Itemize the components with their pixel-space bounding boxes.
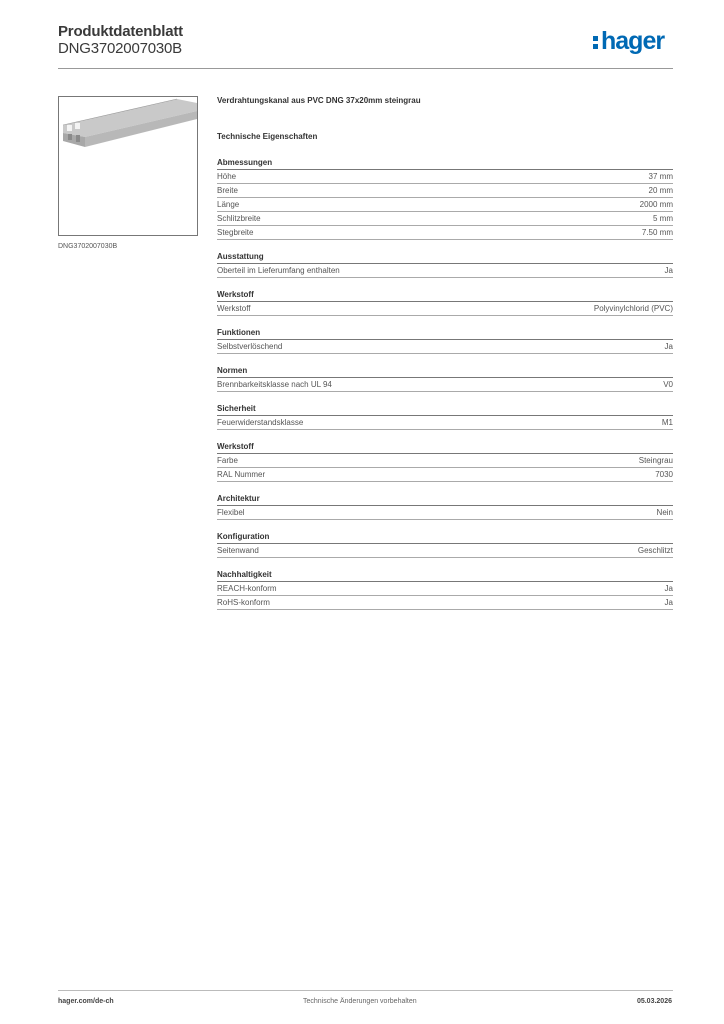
- section-title: Ausstattung: [217, 252, 673, 264]
- spec-value: 7030: [655, 470, 673, 479]
- footer-divider: [58, 990, 673, 991]
- spec-value: 7.50 mm: [641, 228, 673, 237]
- document-title: Produktdatenblatt: [58, 23, 183, 40]
- section-title: Konfiguration: [217, 532, 673, 544]
- spec-label: Seitenwand: [217, 546, 259, 555]
- spec-section: [217, 442, 673, 482]
- spec-label: Selbstverlöschend: [217, 342, 283, 351]
- spec-label: Feuerwiderstandsklasse: [217, 418, 304, 427]
- spec-row: [217, 416, 673, 430]
- spec-value: 2000 mm: [639, 200, 673, 209]
- spec-row: [217, 454, 673, 468]
- spec-row: [217, 340, 673, 354]
- spec-label: RoHS-konform: [217, 598, 270, 607]
- spec-row: [217, 596, 673, 610]
- section-title: Funktionen: [217, 328, 673, 340]
- spec-value: M1: [661, 418, 673, 427]
- spec-row: [217, 468, 673, 482]
- spec-label: REACH-konform: [217, 584, 277, 593]
- header-divider: [58, 68, 673, 69]
- spec-label: Höhe: [217, 172, 237, 181]
- section-title: Sicherheit: [217, 404, 673, 416]
- spec-section: [217, 366, 673, 392]
- spec-value: Ja: [664, 584, 673, 593]
- section-title: Werkstoff: [217, 442, 673, 454]
- spec-section: [217, 404, 673, 430]
- product-name: Verdrahtungskanal aus PVC DNG 37x20mm steingrau: [217, 96, 421, 105]
- spec-label: Breite: [217, 186, 238, 195]
- spec-row: [217, 226, 673, 240]
- logo-colon-mark: [593, 31, 600, 49]
- spec-section: [217, 570, 673, 610]
- spec-row: [217, 302, 673, 316]
- spec-value: Ja: [664, 598, 673, 607]
- spec-label: RAL Nummer: [217, 470, 266, 479]
- spec-section: [217, 494, 673, 520]
- spec-label: Schlitzbreite: [217, 214, 261, 223]
- spec-value: 37 mm: [648, 172, 673, 181]
- spec-row: [217, 544, 673, 558]
- specification-area: [217, 96, 673, 610]
- spec-row: [217, 212, 673, 226]
- spec-value: 5 mm: [653, 214, 673, 223]
- spec-row: [217, 184, 673, 198]
- section-title: Abmessungen: [217, 158, 673, 170]
- footer-date: 05.03.2026: [636, 998, 672, 1005]
- spec-value: Nein: [656, 508, 673, 517]
- spec-label: Werkstoff: [217, 304, 251, 313]
- spec-label: Oberteil im Lieferumfang enthalten: [217, 266, 340, 275]
- spec-row: [217, 198, 673, 212]
- spec-value: Ja: [664, 266, 673, 275]
- article-number: DNG3702007030B: [58, 40, 182, 57]
- hager-logo: [593, 27, 664, 56]
- spec-row: [217, 170, 673, 184]
- section-title: Architektur: [217, 494, 673, 506]
- cable-duct-illustration: [59, 97, 197, 235]
- spec-value: Polyvinylchlorid (PVC): [593, 304, 673, 313]
- spec-sections: [217, 158, 673, 610]
- technical-properties-heading: Technische Eigenschaften: [217, 132, 318, 141]
- section-title: Werkstoff: [217, 290, 673, 302]
- spec-section: [217, 532, 673, 558]
- spec-section: [217, 252, 673, 278]
- spec-value: Geschlitzt: [637, 546, 673, 555]
- spec-section: [217, 290, 673, 316]
- footer-website: hager.com/de-ch: [58, 998, 114, 1005]
- spec-label: Länge: [217, 200, 240, 209]
- spec-label: Flexibel: [217, 508, 245, 517]
- spec-label: Stegbreite: [217, 228, 254, 237]
- image-caption: DNG3702007030B: [58, 243, 118, 250]
- spec-section: [217, 158, 673, 240]
- spec-label: Farbe: [217, 456, 238, 465]
- logo-text: hager: [601, 27, 665, 55]
- spec-row: [217, 506, 673, 520]
- section-title: Normen: [217, 366, 673, 378]
- spec-row: [217, 378, 673, 392]
- product-image: [58, 96, 198, 236]
- spec-value: Steingrau: [638, 456, 673, 465]
- footer-notice: Technische Änderungen vorbehalten: [303, 998, 417, 1005]
- spec-section: [217, 328, 673, 354]
- spec-label: Brennbarkeitsklasse nach UL 94: [217, 380, 332, 389]
- spec-row: [217, 582, 673, 596]
- spec-value: V0: [663, 380, 673, 389]
- section-title: Nachhaltigkeit: [217, 570, 673, 582]
- spec-value: Ja: [664, 342, 673, 351]
- spec-row: [217, 264, 673, 278]
- spec-value: 20 mm: [648, 186, 673, 195]
